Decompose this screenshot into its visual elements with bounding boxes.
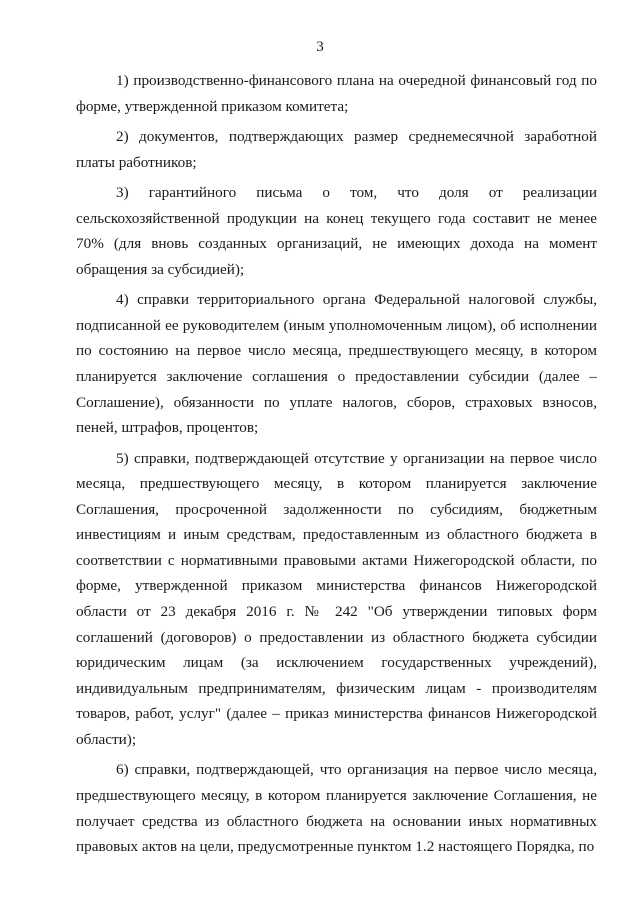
paragraph-item-5: 5) справки, подтверждающей отсутствие у организации на первое число месяца, предшествующего месяцу, в котором планируется заключение Соглашения, просроченной задолженности по субсидиям, бюджетным инвестициям и иным средствам, предоставленным из областного бюджета в соответствии с нормативными правовыми актами Нижегородской области, по форме, утвержденной приказом министерства финансов Нижегородской области от 23 декабря 2016 г. № 242 "Об утверждении типовых форм соглашений (договоров) о предоставлении из областного бюджета субсидии юридическим лицам (за исключением государственных учреждений), индивидуальным предпринимателям, физическим лицам - производителям товаров, работ, услуг" (далее – приказ министерства финансов Нижегородской области); — [76, 449, 597, 749]
page-number: 3 — [316, 39, 324, 55]
paragraph-item-4: 4) справки территориального органа Федеральной налоговой службы, подписанной ее руководителем (иным уполномоченным лицом), об исполнении по состоянию на первое число месяца, предшествующего месяцу, в котором планируется заключение соглашения о предоставлении субсидии (далее – Соглашение), обязанности по уплате налогов, сборов, страховых взносов, пеней, штрафов, процентов; — [76, 291, 597, 437]
paragraph-item-2: 2) документов, подтверждающих размер среднемесячной заработной платы работников; — [76, 127, 597, 171]
paragraph-item-3: 3) гарантийного письма о том, что доля от реализации сельскохозяйственной продукции на конец текущего года составит не менее 70% (для вновь созданных организаций, не имеющих дохода на момент обращения за субсидией); — [76, 183, 597, 278]
document-body — [76, 68, 597, 860]
paragraph-item-1: 1) производственно-финансового плана на очередной финансовый год по форме, утвержденной приказом комитета; — [76, 72, 597, 115]
paragraph-item-6: 6) справки, подтверждающей, что организация на первое число месяца, предшествующего месяцу, в котором планируется заключение Соглашения, не получает средства из областного бюджета на основании иных нормативных правовых актов на цели, предусмотренные пунктом 1.2 настоящего Порядка, по — [76, 761, 597, 856]
